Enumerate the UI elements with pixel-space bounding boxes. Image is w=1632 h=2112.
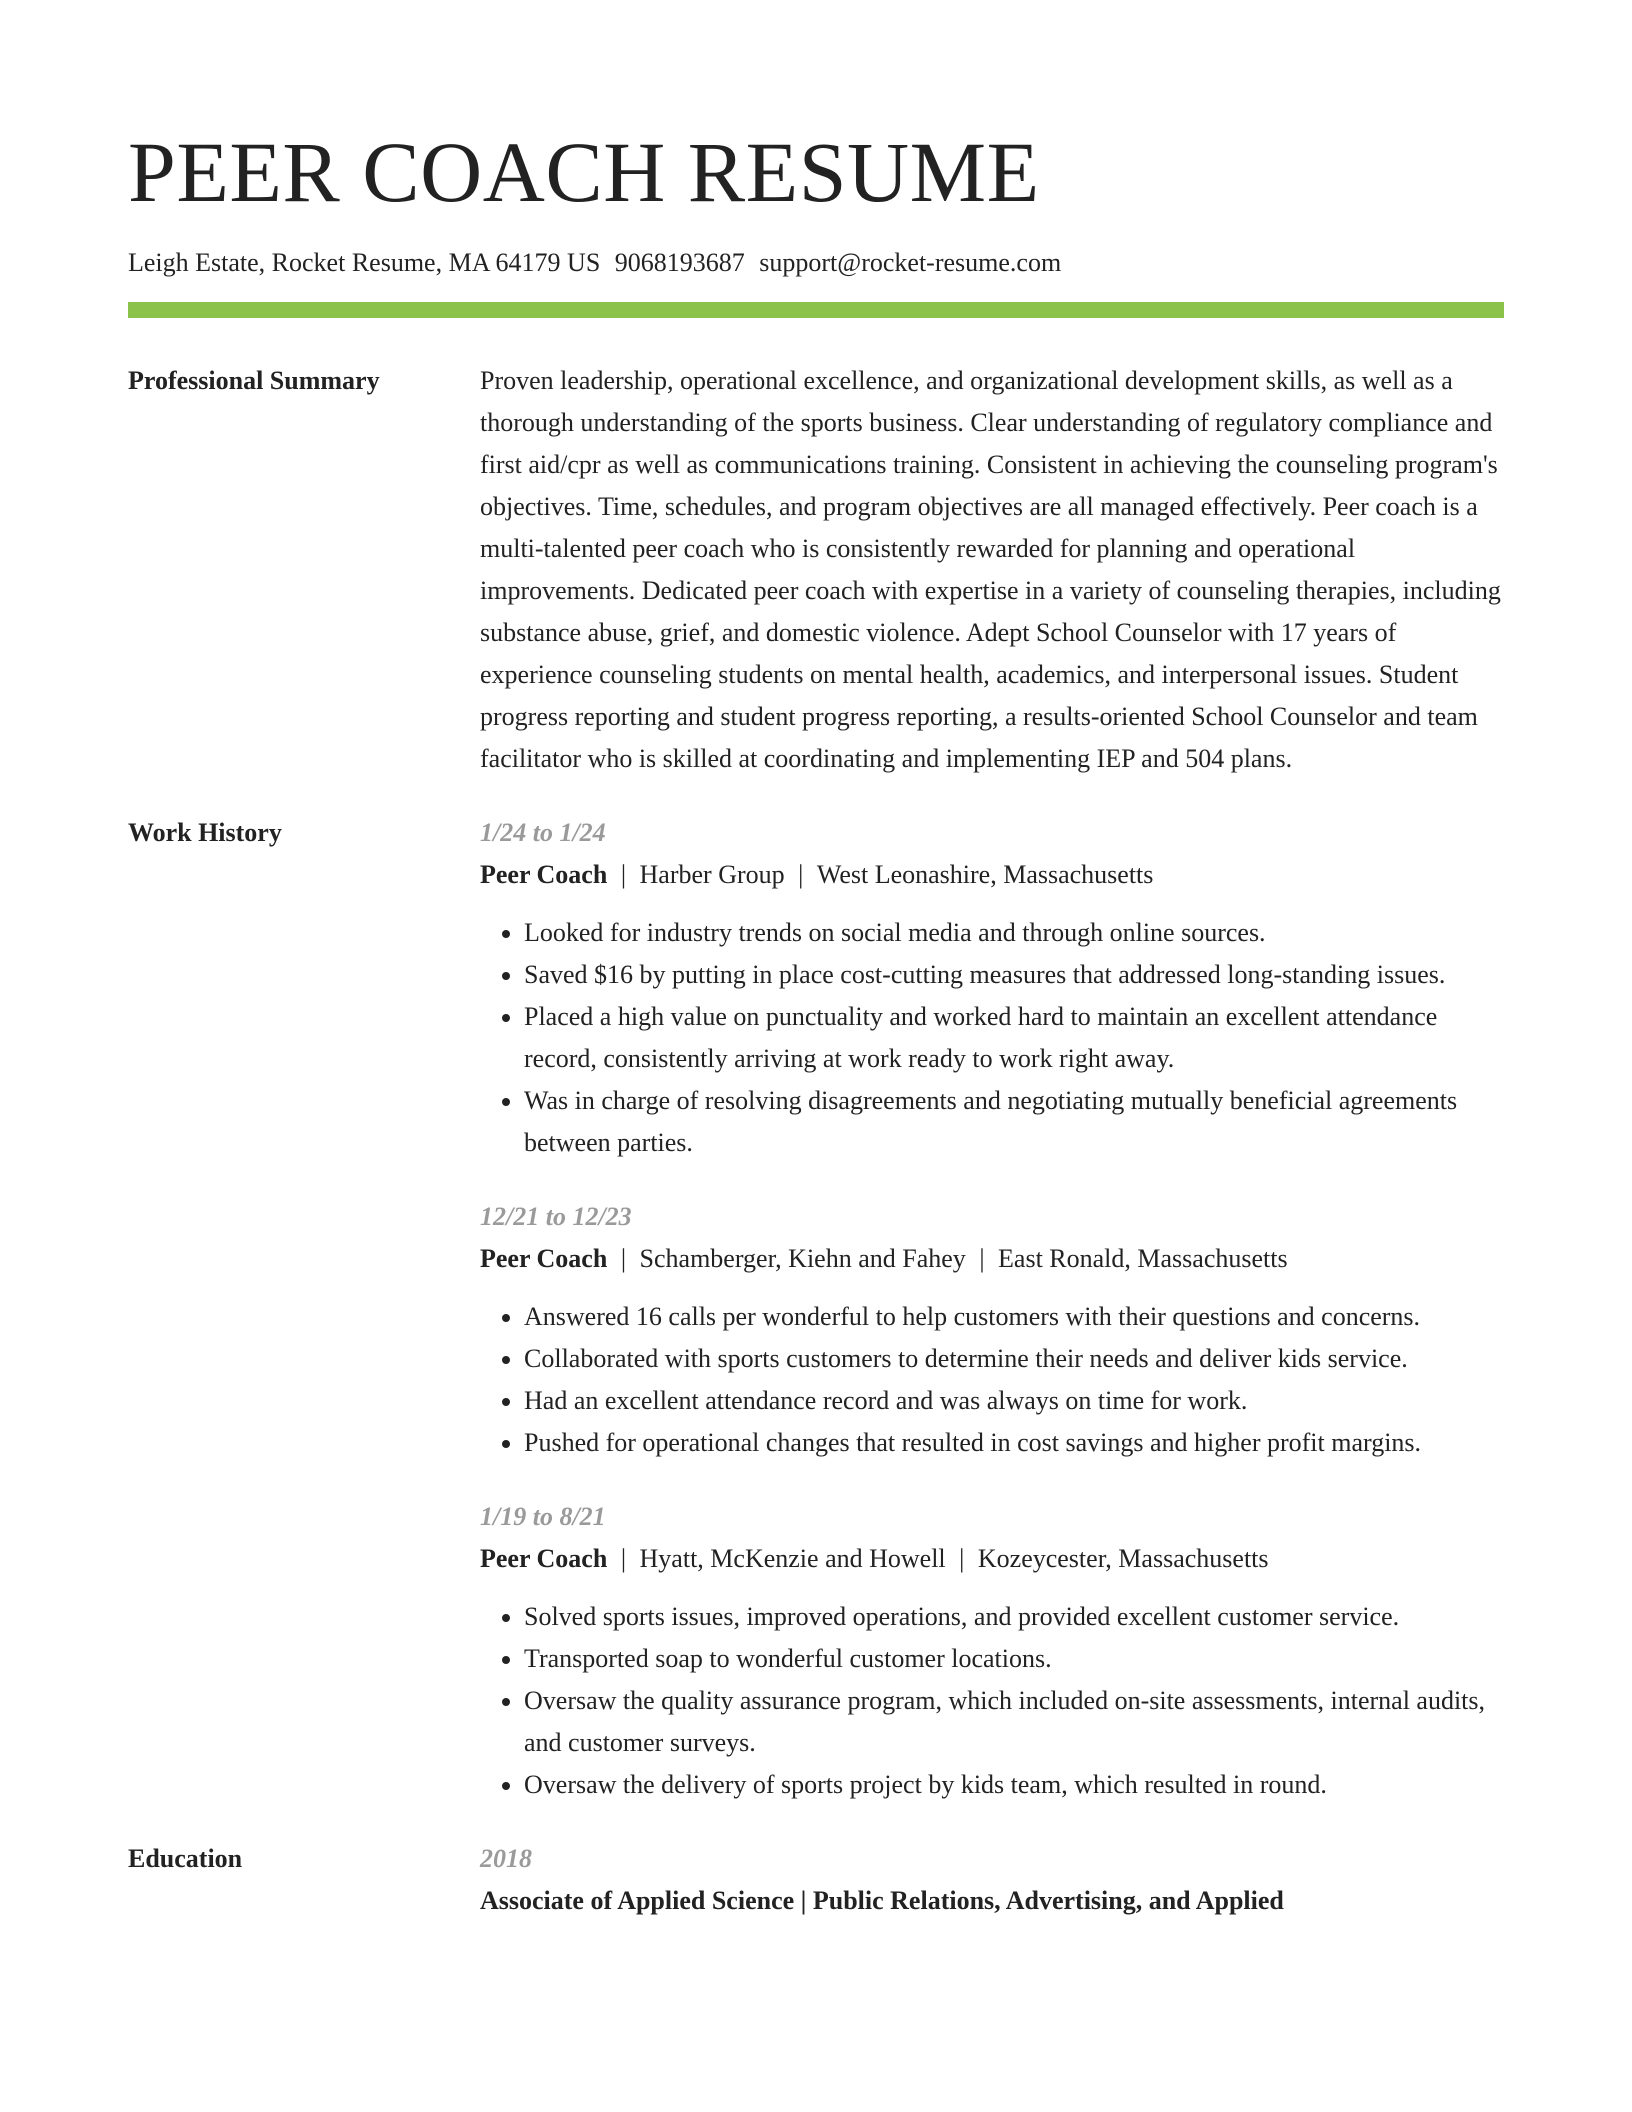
job-company: Hyatt, McKenzie and Howell [639,1544,946,1573]
contact-address: Leigh Estate, Rocket Resume, MA 64179 US [128,248,601,277]
job-role-line [480,854,1504,896]
job-location: West Leonashire, Massachusetts [816,860,1154,889]
separator: | [798,860,804,889]
job-role: Peer Coach [480,1244,608,1273]
job-role-line [480,1538,1504,1580]
contact-email: support@rocket-resume.com [759,248,1062,277]
header-divider [128,302,1504,318]
job-duty: • Answered 16 calls per wonderful to help customers with their questions and concerns. [524,1296,1504,1338]
job-company: Harber Group [639,860,785,889]
job-location: East Ronald, Massachusetts [998,1244,1288,1273]
job-duty: • Had an excellent attendance record and was always on time for work. [524,1380,1504,1422]
job-duties-list [480,1296,1504,1464]
job-entry [480,1496,1504,1806]
professional-summary-section [128,360,1504,780]
education-degree: Associate of Applied Science | Public Relations, Advertising, and Applied [480,1886,1284,1915]
job-duty: • Pushed for operational changes that resulted in cost savings and higher profit margins. [524,1422,1504,1464]
separator: | [620,1244,627,1273]
contact-line [128,246,1504,280]
job-dates: 12/21 to 12/23 [480,1202,632,1231]
education-year: 2018 [480,1844,532,1873]
job-duties-list [480,1596,1504,1806]
job-duty: • Solved sports issues, improved operations, and provided excellent customer service. [524,1596,1504,1638]
section-heading-work-history: Work History [128,818,282,847]
separator: | [959,1544,965,1573]
job-role: Peer Coach [480,860,608,889]
resume-title: PEER COACH RESUME [128,124,1040,220]
contact-phone: 9068193687 [614,248,745,277]
job-duty: • Oversaw the delivery of sports project by kids team, which resulted in round. [524,1764,1504,1806]
education-list [480,1838,1504,1922]
section-heading-education: Education [128,1844,243,1873]
job-entry [480,812,1504,1164]
job-dates: 1/24 to 1/24 [480,818,606,847]
job-duty: • Saved $16 by putting in place cost-cutting measures that addressed long-standing issues. [524,954,1504,996]
section-heading-summary: Professional Summary [128,366,380,395]
resume-page [128,0,1504,1922]
work-history-section [128,812,1504,1806]
job-location: Kozeycester, Massachusetts [977,1544,1269,1573]
job-duty: • Placed a high value on punctuality and worked hard to maintain an excellent attendance record, consistently arriving at work ready to work right away. [524,996,1504,1080]
job-duty: • Looked for industry trends on social media and through online sources. [524,912,1504,954]
job-duty: • Collaborated with sports customers to determine their needs and deliver kids service. [524,1338,1504,1380]
job-role: Peer Coach [480,1544,608,1573]
job-duties-list [480,912,1504,1164]
job-entry [480,1196,1504,1464]
job-company: Schamberger, Kiehn and Fahey [639,1244,966,1273]
work-history-list [480,812,1504,1806]
separator: | [620,860,627,889]
job-dates: 1/19 to 8/21 [480,1502,606,1531]
summary-text: Proven leadership, operational excellence, and organizational development skills, as well as a thorough understanding of the sports business. Clear understanding of regulatory compliance and first aid/cpr as well as communications training. Consistent in achieving the counseling program's objectives. Time, schedules, and program objectives are all managed effectively. Peer coach is a multi-talented peer coach who is consistently rewarded for planning and operational improvements. Dedicated peer coach with expertise in a variety of counseling therapies, including substance abuse, grief, and domestic violence. Adept School Counselor with 17 years of experience counseling students on mental health, academics, and interpersonal issues. Student progress reporting and student progress reporting, a results-oriented School Counselor and team facilitator who is skilled at coordinating and implementing IEP and 504 plans. [480,366,1501,773]
education-section [128,1838,1504,1922]
job-role-line [480,1238,1504,1280]
job-duty: • Transported soap to wonderful customer locations. [524,1638,1504,1680]
job-duty: • Oversaw the quality assurance program, which included on-site assessments, internal audits, and customer surveys. [524,1680,1504,1764]
separator: | [979,1244,985,1273]
job-duty: • Was in charge of resolving disagreements and negotiating mutually beneficial agreements between parties. [524,1080,1504,1164]
separator: | [620,1544,627,1573]
